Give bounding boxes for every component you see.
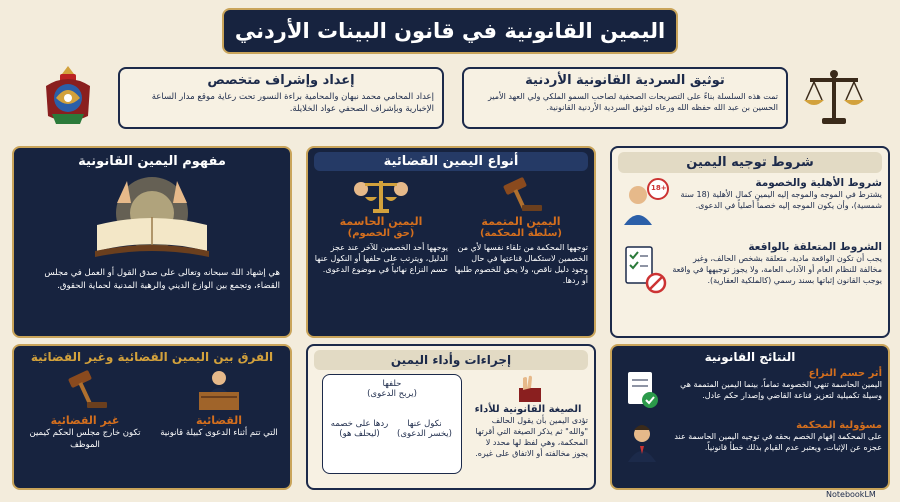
documentation-panel [462,67,788,129]
non-judicial-oath-body: تكون خارج مجلس الحكم كيمين الموظف [29,428,141,450]
conditions-panel [610,146,890,338]
condition-item-capacity [618,177,882,237]
documentation-heading: توثيق السردية القانونية الأردنية [525,73,725,88]
judicial-oath-body: التي تتم أثناء الدعوى كبيلة قانونية [160,428,278,438]
node-return-oath [327,419,392,439]
node-refuse-oath-sub: (يخسر الدعوى) [397,429,452,439]
balance-hands-icon [314,175,448,215]
procedures-heading: إجراءات وأداء اليمين [314,350,588,370]
decisive-oath-sub: (حق الخصوم) [347,228,415,239]
supplementary-oath-title: اليمين المتممة [481,215,561,228]
types-panel [306,146,596,338]
result-item-court [618,420,882,468]
non-judicial-oath-card [20,368,150,451]
document-check-icon [618,368,662,416]
open-book-hands-icon [77,173,227,261]
gavel-icon [20,368,150,414]
watermark-text: NotebookLM [826,490,876,499]
node-refuse-oath-label: نكول عنها [407,419,442,429]
documentation-body: تمت هذه السلسلة بناءً على التصريحات الصحفية لصاحب السمو الملكي ولي العهد الأمير الحسين بن عبد الله حفظه الله ورعاه لتوثيق السردية الأردنية القانونية. [487,92,778,112]
result-court-title: مسؤولية المحكمة [796,420,882,431]
oath-formula-body: تؤدى اليمين بأن يقول الحالف "والله" ثم يذكر الصيغة التي أقرتها المحكمة، وهي لفظ لها محدد لا يجوز مخالفته أو الاتفاق على غيره. [475,416,588,458]
judicial-oath-card [154,368,284,451]
oath-formula-card [468,374,588,478]
result-dispute-body: اليمين الحاسمة تنهي الخصومة تماماً، بينما اليمين المتممة هي وسيلة تكميلية لتعزيز قناعة القاضي وإصدار حكم عادل. [680,380,882,400]
decisive-oath-card [314,175,448,286]
concept-panel [12,146,292,338]
result-dispute-title: أثر حسم النزاع [808,368,882,379]
decisive-oath-title: اليمين الحاسمة [339,215,423,228]
node-return-oath-label: ردها على خصمه [330,419,389,429]
raised-hand-book-icon [468,374,588,404]
oath-formula-title: الصيغة القانونية للأداء [474,404,582,415]
supplementary-oath-card [454,175,588,286]
conditions-heading: شروط توجيه اليمين [618,152,882,173]
prepared-by-panel [118,67,444,129]
difference-panel [12,344,292,490]
condition-capacity-title: شروط الأهلية والخصومة [755,177,882,189]
result-item-dispute [618,368,882,416]
condition-item-fact [618,241,882,301]
results-heading: النتائج القانونية [704,350,796,364]
page-title: اليمين القانونية في قانون البينات الأردني [234,19,666,43]
node-refuse-oath [392,419,457,439]
condition-fact-title: الشروط المتعلقة بالواقعة [748,241,882,253]
concept-heading: مفهوم اليمين القانونية [78,154,226,169]
supplementary-oath-body: توجهها المحكمة من تلقاء نفسها لأي من الخصمين لاستكمال قناعتها في حال وجود دليل ناقص، ولا يحق للخصوم طلبها أو ردها. [454,243,588,285]
non-judicial-oath-title: غير القضائية [50,414,120,427]
supplementary-oath-sub: (سلطة المحكمة) [479,228,563,239]
checklist-forbidden-icon [618,241,670,301]
concept-body: هي إشهاد الله سبحانه وتعالى على صدق القول أو العمل في مجلس القضاء، وتجمع بين الوازع الديني والرهبة المدنية لحماية الحقوق. [44,268,280,291]
judge-desk-icon [154,368,284,414]
results-panel [610,344,890,490]
difference-heading: الفرق بين اليمين القضائية وغير القضائية [30,350,274,364]
age-badge: 18+ [651,184,667,192]
watermark [826,490,876,499]
gavel-icon [454,175,588,215]
scales-icon [800,66,868,128]
prepared-by-body: إعداد المحامي محمد نبهان والمحامية براءة النسور تحت رعاية موقع مدار الساعة الإخبارية وبإشراف الصحفي عواد الخلايلة. [151,92,434,114]
node-return-oath-sub: (ليحلف هو) [339,429,380,439]
title-banner [222,8,678,54]
condition-fact-body: يجب أن تكون الواقعة مادية، متعلقة بشخص الحالف، وغير مخالفة للنظام العام أو الآداب العامة، ولا يجوز توجيهها في واقعة يوجب القانون إثباتها بسند رسمي (كالملكية العقارية). [672,254,882,285]
result-court-body: على المحكمة إفهام الخصم بحقه في توجيه اليمين الحاسمة عند عجزه عن الإثبات، ويعتبر عدم القيام بذلك خطأ قانونياً. [674,432,882,452]
node-take-oath [322,374,462,474]
procedures-panel [306,344,596,490]
jordan-emblem-icon [38,62,98,128]
decisive-oath-body: يوجهها أحد الخصمين للآخر عند عجز الدليل، ويترتب على حلفها أو النكول عنها حسم النزاع نهائياً في موضوع الدعوى. [314,243,448,274]
person-age-icon [618,177,670,237]
judge-icon [618,420,662,468]
types-heading: أنواع اليمين القضائية [314,152,588,171]
prepared-by-heading: إعداد وإشراف متخصص [207,73,355,88]
node-take-oath-label: حلفها [382,379,402,389]
condition-capacity-body: يشترط في الموجه والموجه إليه اليمين كمال الأهلية (18 سنة شمسية)، وأن يكون الموجه إليه خصماً أصلياً في الدعوى. [680,190,882,210]
oath-options-diagram [314,374,462,478]
node-take-oath-sub: (يربح الدعوى) [367,389,417,399]
judicial-oath-title: القضائية [195,414,243,427]
